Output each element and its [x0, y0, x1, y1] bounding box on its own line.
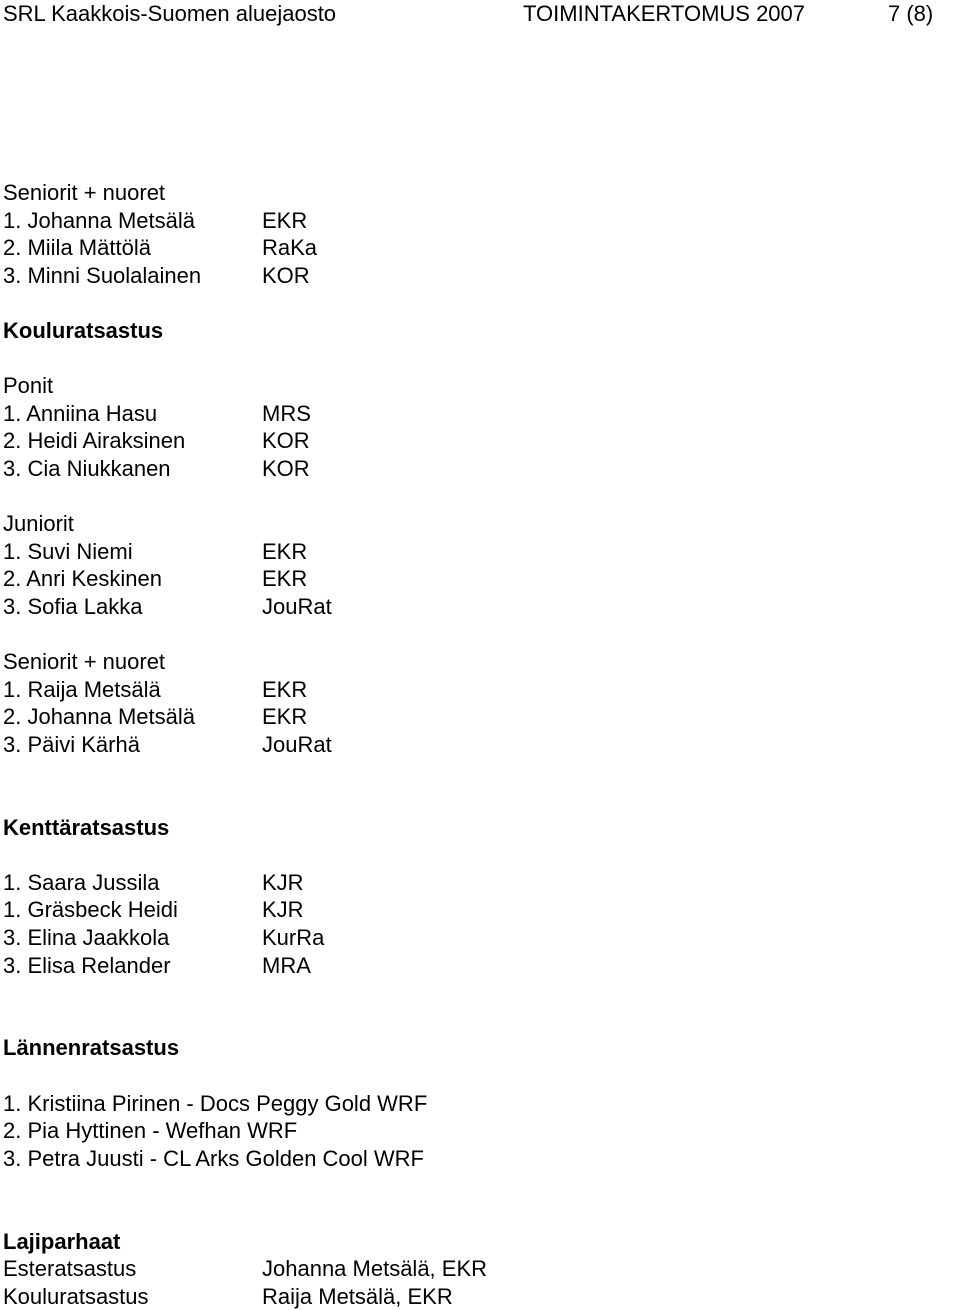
section-heading: Lännenratsastus	[3, 1035, 180, 1061]
result-name: 2. Miila Mättölä	[3, 235, 151, 261]
page-header	[3, 0, 960, 28]
result-club: MRA	[262, 952, 311, 978]
result-name: 1. Johanna Metsälä	[3, 207, 196, 233]
result-row	[3, 703, 953, 731]
group-subtitle: Ponit	[3, 373, 54, 399]
result-row: 2. Pia Hyttinen - Wefhan WRF	[3, 1118, 298, 1144]
result-club: EKR	[262, 566, 308, 592]
section-seniors-results	[3, 179, 953, 289]
section-heading: Kouluratsastus	[3, 317, 164, 343]
discipline-winner: Johanna Metsälä, EKR	[262, 1256, 488, 1282]
result-row	[3, 593, 953, 621]
result-name: 1. Gräsbeck Heidi	[3, 897, 178, 923]
result-row	[3, 565, 953, 593]
discipline-name: Esteratsastus	[3, 1256, 137, 1282]
document-body	[3, 179, 953, 1310]
result-club: KurRa	[262, 925, 325, 951]
result-row	[3, 400, 953, 428]
discipline-winner: Raija Metsälä, EKR	[262, 1283, 453, 1309]
discipline-name: Kouluratsastus	[3, 1283, 149, 1309]
result-club: KOR	[262, 428, 310, 454]
result-name: 2. Johanna Metsälä	[3, 704, 196, 730]
result-name: 1. Suvi Niemi	[3, 538, 133, 564]
group-subtitle: Seniorit + nuoret	[3, 180, 166, 205]
result-row: 3. Petra Juusti - CL Arks Golden Cool WRF	[3, 1145, 424, 1171]
result-row	[3, 896, 953, 924]
result-club: KOR	[262, 262, 310, 288]
section-heading: Lajiparhaat	[3, 1228, 121, 1254]
result-row	[3, 869, 953, 897]
result-club: RaKa	[262, 235, 318, 261]
section-western	[3, 1034, 953, 1172]
result-row	[3, 731, 953, 759]
result-club: MRS	[262, 400, 311, 426]
result-name: 3. Elina Jaakkola	[3, 925, 170, 951]
result-name: 1. Raija Metsälä	[3, 676, 161, 702]
result-club: KJR	[262, 897, 304, 923]
result-row	[3, 262, 953, 290]
result-row	[3, 1283, 953, 1310]
result-name: 1. Saara Jussila	[3, 869, 160, 895]
result-row	[3, 455, 953, 483]
result-name: 1. Anniina Hasu	[3, 400, 158, 426]
result-row	[3, 207, 953, 235]
result-club: EKR	[262, 704, 308, 730]
result-name: 2. Heidi Airaksinen	[3, 428, 186, 454]
result-name: 3. Minni Suolalainen	[3, 262, 202, 288]
result-club: EKR	[262, 676, 308, 702]
group-subtitle: Seniorit + nuoret	[3, 649, 166, 675]
result-club: JouRat	[262, 593, 332, 619]
section-best-of-discipline	[3, 1228, 953, 1310]
result-row	[3, 538, 953, 566]
result-row: 1. Kristiina Pirinen - Docs Peggy Gold WRF	[3, 1090, 428, 1116]
result-row	[3, 427, 953, 455]
result-row	[3, 952, 953, 980]
result-name: 3. Cia Niukkanen	[3, 455, 171, 481]
result-row	[3, 676, 953, 704]
section-eventing	[3, 814, 953, 980]
result-club: KJR	[262, 869, 304, 895]
group-subtitle: Juniorit	[3, 511, 74, 537]
result-club: KOR	[262, 455, 310, 481]
section-school-riding	[3, 317, 953, 759]
result-name: 2. Anri Keskinen	[3, 566, 162, 592]
header-organization: SRL Kaakkois-Suomen aluejaosto	[3, 1, 337, 26]
result-row	[3, 1255, 953, 1283]
result-row	[3, 234, 953, 262]
result-club: EKR	[262, 207, 308, 233]
result-name: 3. Päivi Kärhä	[3, 731, 140, 757]
result-row	[3, 924, 953, 952]
section-heading: Kenttäratsastus	[3, 814, 170, 840]
header-page-number: 7 (8)	[888, 1, 934, 26]
result-club: JouRat	[262, 731, 332, 757]
result-name: 3. Elisa Relander	[3, 952, 171, 978]
result-name: 3. Sofia Lakka	[3, 593, 143, 619]
header-title: TOIMINTAKERTOMUS 2007	[523, 1, 806, 26]
result-club: EKR	[262, 538, 308, 564]
